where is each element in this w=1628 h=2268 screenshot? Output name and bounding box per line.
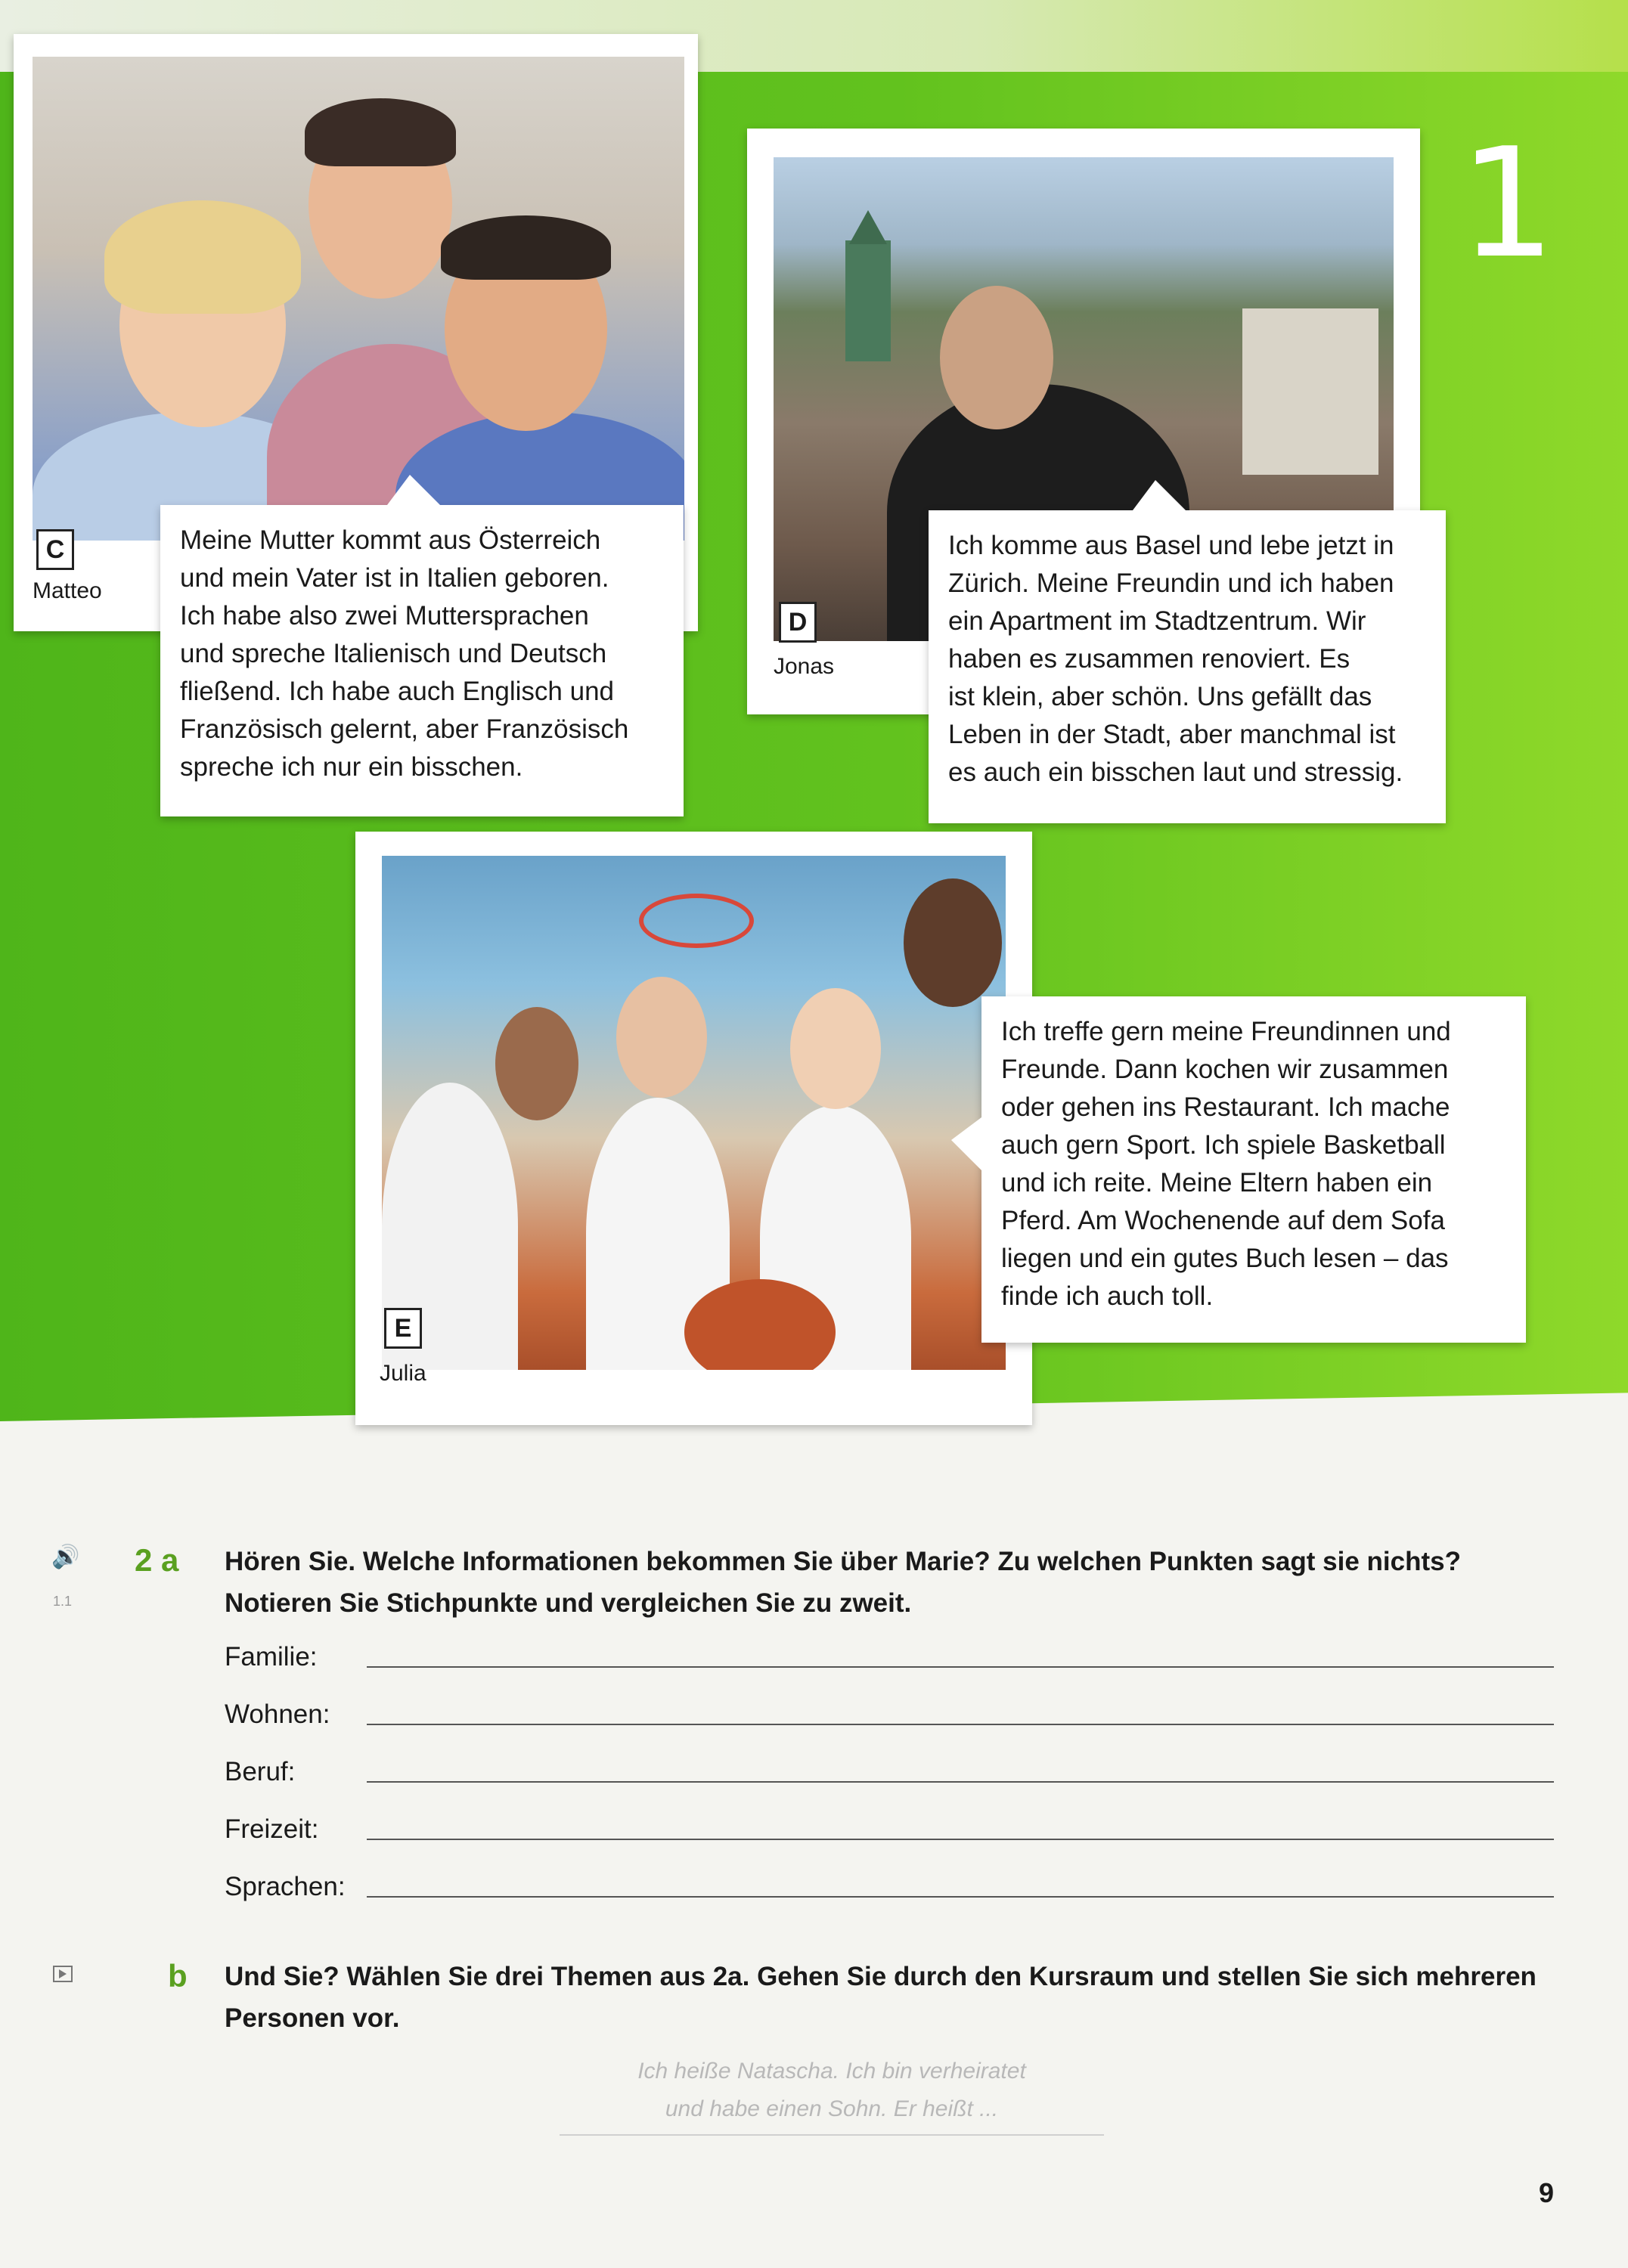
field-label-freizeit: Freizeit:: [225, 1814, 319, 1844]
speech-line: spreche ich nur ein bisschen.: [180, 752, 523, 782]
speech-line: ist klein, aber schön. Uns gefällt das: [948, 682, 1372, 711]
speech-line: Meine Mutter kommt aus Österreich: [180, 525, 601, 555]
speech-line: Pferd. Am Wochenende auf dem Sofa: [1001, 1206, 1445, 1235]
answer-line-familie[interactable]: [367, 1666, 1554, 1668]
speaker-icon[interactable]: 🔊: [51, 1545, 80, 1569]
speech-line: liegen und ein gutes Buch lesen – das: [1001, 1244, 1449, 1273]
speech-line: es auch ein bisschen laut und stressig.: [948, 758, 1403, 787]
card-letter-d: D: [779, 602, 817, 643]
exercise-2b-instruction: [225, 1956, 1586, 2039]
speech-bubble-matteo: [160, 505, 684, 816]
person-name-jonas: Jonas: [774, 654, 835, 679]
exercise-number-2b: b: [168, 1958, 188, 1994]
speech-line: haben es zusammen renoviert. Es: [948, 644, 1350, 674]
speech-line: und mein Vater ist in Italien geboren.: [180, 563, 609, 593]
card-letter-c: C: [36, 529, 74, 570]
example-line: und habe einen Sohn. Er heißt ...: [665, 2096, 999, 2121]
speech-line: ein Apartment im Stadtzentrum. Wir: [948, 606, 1366, 636]
instruction-line: Und Sie? Wählen Sie drei Themen aus 2a. Gehen Sie durch den Kursraum und stellen Sie sich mehreren: [225, 1962, 1537, 1991]
family-photo: [33, 57, 684, 541]
speech-bubble-julia: [981, 996, 1526, 1343]
video-icon[interactable]: [53, 1966, 73, 1982]
instruction-line: Personen vor.: [225, 2003, 400, 2033]
exercise-number-2a: 2 a: [135, 1542, 179, 1578]
answer-line-sprachen[interactable]: [367, 1896, 1554, 1898]
speech-line: oder gehen ins Restaurant. Ich mache: [1001, 1092, 1450, 1122]
speech-line: Leben in der Stadt, aber manchmal ist: [948, 720, 1396, 749]
example-line: Ich heiße Natascha. Ich bin verheiratet: [637, 2059, 1026, 2084]
speech-line: Ich treffe gern meine Freundinnen und: [1001, 1017, 1451, 1046]
person-name-matteo: Matteo: [33, 578, 102, 603]
unit-number: 1: [1459, 116, 1556, 292]
speech-line: finde ich auch toll.: [1001, 1281, 1214, 1311]
speech-line: fließend. Ich habe auch Englisch und: [180, 677, 614, 706]
page-number: 9: [1539, 2177, 1555, 2208]
speech-line: Zürich. Meine Freundin und ich haben: [948, 569, 1394, 598]
instruction-line: Notieren Sie Stichpunkte und vergleichen Sie zu zweit.: [225, 1588, 912, 1618]
person-name-julia: Julia: [380, 1361, 426, 1386]
basketball-photo: [382, 856, 1006, 1370]
speech-line: Ich komme aus Basel und lebe jetzt in: [948, 531, 1394, 560]
photo-card-e: [355, 832, 1032, 1425]
speech-line: und spreche Italienisch und Deutsch: [180, 639, 607, 668]
field-label-wohnen: Wohnen:: [225, 1699, 330, 1729]
speech-line: Französisch gelernt, aber Französisch: [180, 714, 629, 744]
field-label-familie: Familie:: [225, 1642, 318, 1672]
exercise-2a-instruction: [225, 1541, 1555, 1624]
field-label-beruf: Beruf:: [225, 1757, 296, 1786]
speech-bubble-jonas: [929, 510, 1446, 823]
answer-line-wohnen[interactable]: [367, 1724, 1554, 1725]
field-label-sprachen: Sprachen:: [225, 1872, 346, 1901]
example-speech-bubble: [544, 2053, 1119, 2136]
speech-line: Ich habe also zwei Muttersprachen: [180, 601, 589, 631]
speech-line: Freunde. Dann kochen wir zusammen: [1001, 1055, 1449, 1084]
speech-line: auch gern Sport. Ich spiele Basketball: [1001, 1130, 1446, 1160]
speech-line: und ich reite. Meine Eltern haben ein: [1001, 1168, 1433, 1198]
answer-line-freizeit[interactable]: [367, 1839, 1554, 1840]
instruction-line: Hören Sie. Welche Informationen bekommen Sie über Marie? Zu welchen Punkten sagt sie nichts?: [225, 1547, 1461, 1576]
card-letter-e: E: [384, 1308, 422, 1349]
track-number: 1.1: [53, 1594, 73, 1609]
answer-line-beruf[interactable]: [367, 1781, 1554, 1783]
